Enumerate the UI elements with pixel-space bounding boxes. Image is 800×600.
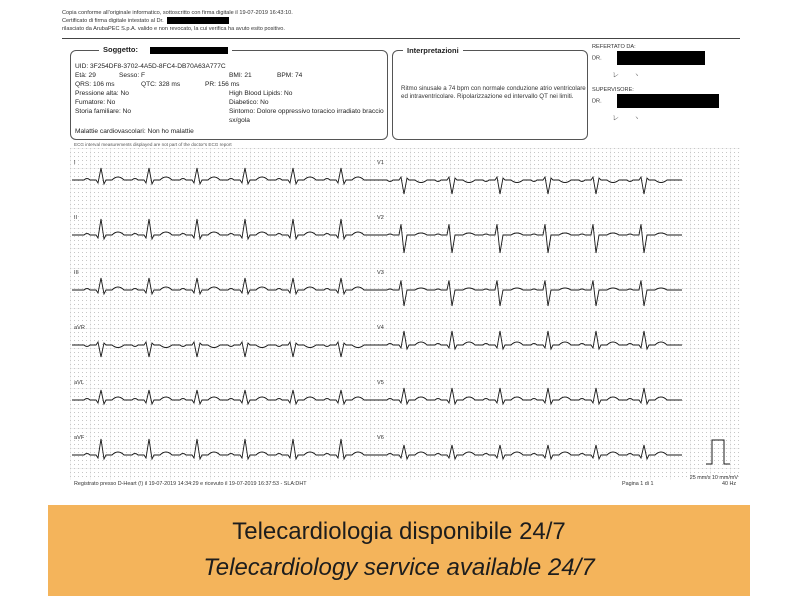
- symptom-field: Sintomo: Dolore oppressivo toracico irradiato braccio sx/gola: [229, 108, 384, 124]
- lead-label-v5: V5: [377, 380, 384, 386]
- ecg-disclaimer: ECG interval measurements displayed are not part of the doctor's ECG report: [74, 142, 232, 147]
- ecg-trace-grid: [70, 148, 740, 480]
- redacted-doctor-1: [617, 51, 705, 65]
- service-banner: [48, 505, 750, 596]
- certificate-line-3: rilasciato da ArubaPEC S.p.A. valido e non revocato, la cui verifica ha avuto esito positivo.: [62, 26, 285, 32]
- sex-field: Sesso: F: [119, 72, 146, 79]
- frequency-label: 40 Hz: [722, 481, 737, 487]
- lead-label-avl: aVL: [74, 380, 84, 386]
- lead-label-v6: V6: [377, 435, 384, 441]
- lead-label-v1: V1: [377, 160, 384, 166]
- lead-label-iii: III: [74, 270, 79, 276]
- lead-label-v2: V2: [377, 215, 384, 221]
- lead-label-v3: V3: [377, 270, 384, 276]
- lead-label-v4: V4: [377, 325, 384, 331]
- cardio-disease-field: Malattie cardiovascolari: Non ho malattie: [75, 128, 194, 135]
- signature-2: レ ヽ: [612, 115, 646, 122]
- certificate-line-1: Copia conforme all'originale informatico, sottoscritto con firma digitale il 19-07-2019 16:43:10.: [62, 10, 293, 16]
- interpretation-panel: [392, 46, 588, 140]
- qtc-field: QTC: 328 ms: [141, 81, 181, 88]
- redacted-doctor-2: [617, 94, 719, 108]
- age-field: Età: 29: [75, 72, 96, 79]
- lipids-field: High Blood Lipids: No: [229, 90, 293, 97]
- certificate-notice: [62, 9, 293, 33]
- smoker-field: Fumatore: No: [75, 99, 116, 106]
- supervisore-label: SUPERVISORE:: [592, 87, 634, 93]
- uid-field: UID: 3F254DF8-3702-4A5D-8FC4-DB70A63A777C: [75, 63, 226, 70]
- lead-label-ii: II: [74, 215, 78, 221]
- signature-1: レ ヽ: [612, 72, 646, 79]
- supervisore-dr: DR.: [592, 94, 719, 108]
- refertato-dr: DR.: [592, 51, 705, 65]
- page-number: Pagina 1 di 1: [622, 481, 654, 487]
- interpretation-text: Ritmo sinusale a 74 bpm con normale conduzione atrio ventricolare ed intraventricolare. Ripolarizzazione ed intervallo QT nei limiti.: [401, 85, 586, 101]
- certificate-line-2-text: Certificato di firma digitale intestato al Dr.: [62, 18, 164, 24]
- lead-label-avf: aVF: [74, 435, 85, 441]
- redacted-name: [167, 17, 229, 24]
- certificate-line-2: [62, 17, 293, 25]
- bpm-field: BPM: 74: [277, 72, 303, 79]
- registration-info: Registrato presso D-Heart (!) il 19-07-2019 14:34:29 e ricevuto il 19-07-2019 16:37:53 - SLA:DHT: [74, 481, 307, 487]
- ecg-major-grid: [70, 148, 740, 480]
- lead-label-i: I: [74, 160, 76, 166]
- pr-field: PR: 156 ms: [205, 81, 240, 88]
- bmi-field: BMI: 21: [229, 72, 252, 79]
- interpretation-title: Interpretazioni: [403, 46, 463, 55]
- banner-english: Telecardiology service available 24/7: [203, 554, 595, 581]
- subject-panel: [70, 45, 388, 140]
- subject-title: Soggetto:: [99, 46, 232, 55]
- qrs-field: QRS: 106 ms: [75, 81, 115, 88]
- diabetic-field: Diabetico: No: [229, 99, 269, 106]
- hypertension-field: Pressione alta: No: [75, 90, 129, 97]
- family-history-field: Storia familiare: No: [75, 108, 132, 115]
- banner-italian: Telecardiologia disponibile 24/7: [232, 518, 566, 545]
- refertato-label: REFERTATO DA:: [592, 44, 636, 50]
- header-divider: [62, 38, 740, 39]
- lead-label-avr: aVR: [74, 325, 85, 331]
- ecg-speed-label: 25 mm/s 10 mm/mV: [689, 475, 738, 480]
- redacted-subject-name: [150, 47, 228, 54]
